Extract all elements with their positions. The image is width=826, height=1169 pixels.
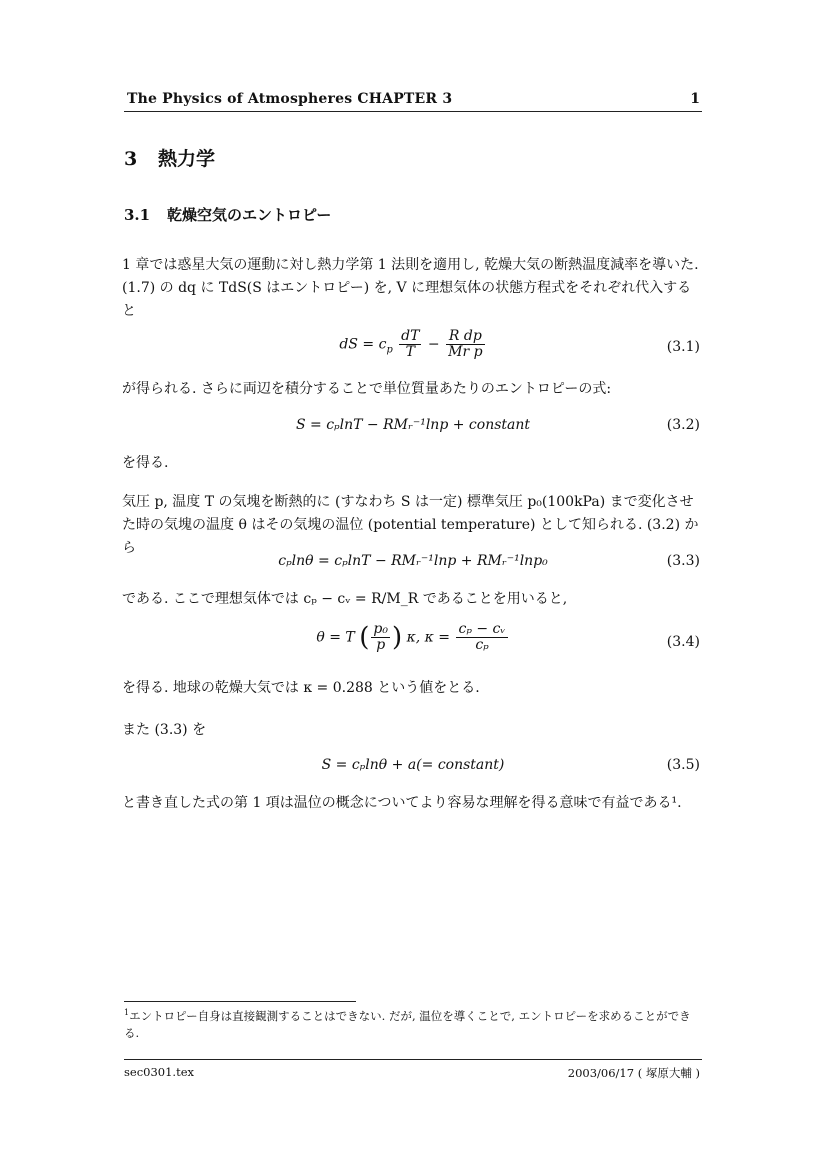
page-header [124, 89, 702, 112]
equation-body: cₚlnθ = cₚlnT − RMᵣ⁻¹lnp + RMᵣ⁻¹lnp₀ [278, 553, 548, 569]
footnote-mark: 1 [124, 1008, 130, 1017]
equation-3-5 [124, 757, 702, 779]
footer-filename: sec0301.tex [124, 1065, 194, 1079]
equation-number: (3.1) [666, 339, 700, 355]
fraction: $\frac{\text{p₀}}{p}$ [373, 621, 388, 653]
subsection-title: 乾燥空気のエントロピー [167, 206, 332, 224]
equation-body: S = cₚlnT − RMᵣ⁻¹lnp + constant [295, 417, 531, 433]
footnote [124, 1004, 704, 1042]
paragraph-potential-temperature: 気圧 p, 温度 T の気塊を断熱的に (すなわち S は一定) 標準気圧 p₀(100kPa) まで変化させた時の気塊の温度 θ はその気塊の温位 (potential temperature) として知られる. (3.2) から [122, 494, 699, 556]
section-number: 3 [124, 148, 138, 170]
equation-3-4 [124, 622, 702, 666]
footnote-text: エントロピー自身は直接観測することはできない. だが, 温位を導くことで, エントロピーを求めることができる. [124, 1008, 691, 1040]
subsection-number: 3.1 [124, 206, 151, 224]
equation-3-2 [124, 417, 702, 439]
paragraph-3: を得る. [122, 455, 169, 471]
fraction: $\frac{\text{cₚ − cᵥ}}{\text{cₚ}}$ [458, 621, 506, 653]
equation-body: dS = $c_p$ $\frac{dT}{T}$ − $\frac{\text{R dp}}{\text{Mr p}}$ [339, 328, 483, 360]
footnote-rule [124, 1001, 356, 1002]
equation-number: (3.3) [666, 553, 700, 569]
fraction: $\frac{dT}{T}$ [401, 328, 420, 360]
equation-body: S = cₚlnθ + a(= constant) [321, 757, 505, 773]
paragraph-5: である. ここで理想気体では cₚ − cᵥ = R/M_R であることを用いると, [122, 591, 568, 607]
page-number: 1 [690, 91, 700, 107]
equation-3-1 [124, 329, 702, 369]
running-title: The Physics of Atmospheres CHAPTER 3 [127, 91, 453, 107]
paragraph-6: を得る. 地球の乾燥大気では κ = 0.288 という値をとる. [122, 680, 480, 696]
equation-number: (3.4) [666, 634, 700, 650]
section-heading [124, 144, 215, 171]
equation-number: (3.5) [666, 757, 700, 773]
paragraph-intro: 1 章では惑星大気の運動に対し熱力学第 1 法則を適用し, 乾燥大気の断熱温度減率を導いた. (1.7) の dq に TdS(S はエントロピー) を, V に理想気体の状態方程式をそれぞれ代入すると [122, 257, 699, 319]
paragraph-8: と書き直した式の第 1 項は温位の概念についてより容易な理解を得る意味で有益である¹. [122, 795, 682, 811]
fraction: $\frac{\text{R dp}}{\text{Mr p}}$ [448, 328, 483, 360]
equation-body: θ = T ( $\frac{\text{p₀}}{p}$ ) κ, κ = $\frac{\text{cₚ − cᵥ}}{\text{cₚ}}$ [316, 621, 506, 653]
footer-rule [124, 1059, 702, 1060]
footer-date-author: 2003/06/17 ( 塚原大輔 ) [567, 1066, 700, 1080]
equation-number: (3.2) [666, 417, 700, 433]
subsection-heading [124, 204, 331, 225]
section-title: 熱力学 [158, 148, 216, 170]
paragraph-7: また (3.3) を [122, 722, 207, 738]
paragraph-2: が得られる. さらに両辺を積分することで単位質量あたりのエントロピーの式: [122, 381, 612, 397]
equation-3-3 [124, 553, 702, 575]
